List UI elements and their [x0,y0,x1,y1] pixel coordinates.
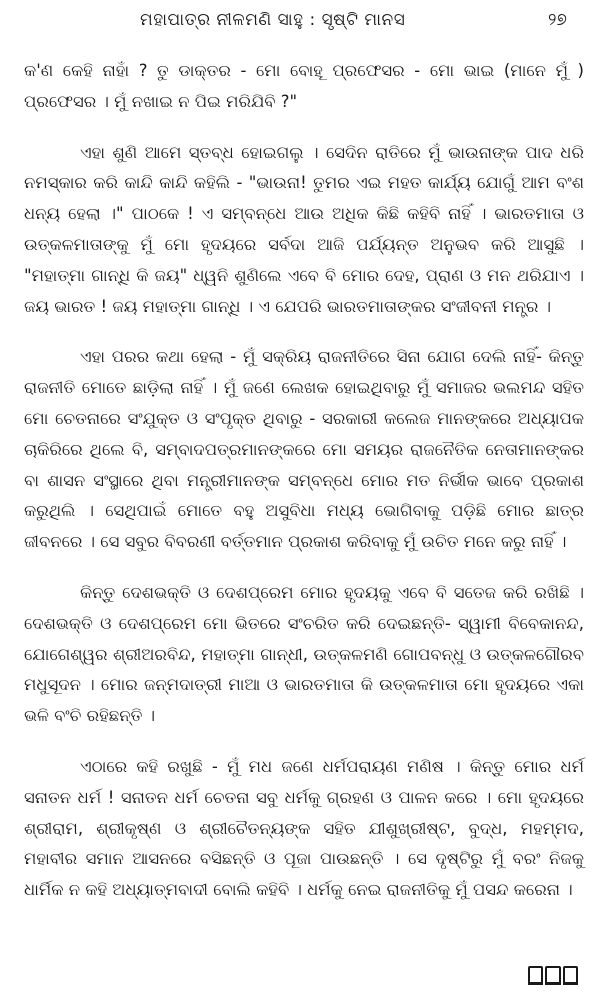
body-text [24,56,584,926]
paragraph: କ'ଣ କେହି ନାହାଁ ? ତୁ ଡାକ୍ତର - ମୋ ବୋହୂ ପ୍ରଫେସର - ମୋ ଭାଇ (ମାନେ ମୁଁ ) ପ୍ରଫେସର । ମୁଁ ନଖାଇ ନ ପିଇ ମରିଯିବି ?" [24,61,584,111]
footer-ornament-icon [528,966,578,986]
page-header [0,6,600,36]
paragraph: ଏହା ଶୁଣି ଆମେ ସ୍ତବ୍ଧ ହୋଇଗଲୁ । ସେଦିନ ରାତିରେ ମୁଁ ଭାଉନାଙ୍କ ପାଦ ଧରି ନମସ୍କାର କରି କାନ୍ଦି କାନ୍ଦି କହିଲି - "ଭାଉନା! ତୁମର ଏଇ ମହତ କାର୍ଯ୍ୟ ଯୋଗୁଁ ଆମ ବଂଶ ଧନ୍ୟ ହେଲା ।" ପାଠକେ ! ଏ ସମ୍ବନ୍ଧେ ଆଉ ଅଧିକ କିଛି କହିବି ନାହିଁ । ଭାରତମାତା ଓ ଉତ୍କଳମାତାଙ୍କୁ ମୁଁ ମୋ ହୃଦୟରେ ସର୍ବଦା ଆଜି ପର୍ଯ୍ୟନ୍ତ ଅନୁଭବ କରି ଆସୁଛି । "ମହାତ୍ମା ଗାନ୍ଧି କି ଜୟ" ଧ୍ୱନି ଶୁଣିଲେ ଏବେ ବି ମୋର ଦେହ, ପ୍ରାଣ ଓ ମନ ଥରିଯାଏ । ଜୟ ଭାରତ ! ଜୟ ମହାତ୍ମା ଗାନ୍ଧି । ଏ ଯେପରି ଭାରତମାତାଙ୍କର ସଂଜୀବନୀ ମନ୍ତ୍ର । [24,142,584,316]
ornament-block [528,966,543,985]
paragraph: ଏହା ପରର କଥା ହେଲା - ମୁଁ ସକ୍ରିୟ ରାଜନୀତିରେ ସିନା ଯୋଗ ଦେଲି ନାହିଁ- କିନ୍ତୁ ରାଜନୀତି ମୋତେ ଛାଡ଼ିଲା ନାହିଁ । ମୁଁ ଜଣେ ଲେଖକ ହୋଇଥିବାରୁ ମୁଁ ସମାଜର ଭଲମନ୍ଦ ସହିତ ମୋ ଚେତନାରେ ସଂଯୁକ୍ତ ଓ ସଂପୃକ୍ତ ଥିବାରୁ - ସରକାରୀ କଲେଜ ମାନଙ୍କରେ ଅଧ୍ୟାପକ ଚାକିରିରେ ଥିଲେ ବି, ସମ୍ବାଦପତ୍ରମାନଙ୍କରେ ମୋ ସମୟର ରାଜନୈତିକ ନେତାମାନଙ୍କର ବା ଶାସନ ସଂସ୍ଥାରେ ଥିବା ମନ୍ତ୍ରୀମାନଙ୍କ ସମ୍ବନ୍ଧେ ମୋର ମତ ନିର୍ଭୀକ ଭାବେ ପ୍ରକାଶ କରୁଥିଲି । ସେଥିପାଇଁ ମୋତେ ବହୁ ଅସୁବିଧା ମଧ୍ୟ ଭୋଗିବାକୁ ପଡ଼ିଛି ମୋର ଛାତ୍ର ଜୀବନରେ । ସେ ସବୁର ବିବରଣୀ ବର୍ତ୍ତମାନ ପ୍ରକାଶ କରିବାକୁ ମୁଁ ଉଚିତ ମନେ କରୁ ନାହିଁ । [24,347,584,552]
ornament-block [545,966,560,985]
paragraph: ଏଠାରେ କହି ରଖୁଛି - ମୁଁ ମଧ ଜଣେ ଧର୍ମପରାୟଣ ମଣିଷ । କିନ୍ତୁ ମୋର ଧର୍ମ ସନାତନ ଧର୍ମ ! ସନାତନ ଧର୍ମ ଚେତନା ସବୁ ଧର୍ମକୁ ଗ୍ରହଣ ଓ ପାଳନ କରେ । ମୋ ହୃଦୟରେ ଶ୍ରୀରାମ, ଶ୍ରୀକୃଷ୍ଣ ଓ ଶ୍ରୀଚୈତନ୍ୟଙ୍କ ସହିତ ଯୀଶୁଖ୍ରୀଷ୍ଟ, ବୁଦ୍ଧ, ମହମ୍ମଦ, ମହାବୀର ସମାନ ଆସନରେ ବସିଛନ୍ତି ଓ ପୂଜା ପାଉଛନ୍ତି । ସେ ଦୃଷ୍ଟିରୁ ମୁଁ ବରଂ ନିଜକୁ ଧାର୍ମିକ ନ କହି ଅଧ୍ୟାତ୍ମବାଦୀ ବୋଲି କହିବି । ଧର୍ମକୁ ନେଇ ରାଜନୀତିକୁ ମୁଁ ପସନ୍ଦ କରେନା । [24,756,584,900]
ornament-block [563,966,578,985]
page-number: ୨୭ [548,10,567,30]
running-title: ମହାପାତ୍ର ନୀଳମଣି ସାହୁ : ସୃଷ୍ଟି ମାନସ [140,10,406,30]
paragraph: କିନ୍ତୁ ଦେଶଭକ୍ତି ଓ ଦେଶପ୍ରେମ ମୋର ହୃଦୟକୁ ଏବେ ବି ସତେଜ କରି ରଖିଛି । ଦେଶଭକ୍ତି ଓ ଦେଶପ୍ରେମ ମୋ ଭିତରେ ସଂଚରିତ କରି ଦେଇଛନ୍ତି- ସ୍ୱାମୀ ବିବେକାନନ୍ଦ, ଯୋଗେଶ୍ୱର ଶ୍ରୀଅରବିନ୍ଦ, ମହାତ୍ମା ଗାନ୍ଧୀ, ଉତ୍କଳମଣି ଗୋପବନ୍ଧୁ ଓ ଉତ୍କଳଗୌରବ ମଧୁସୂଦନ । ମୋର ଜନ୍ମଦାତ୍ରୀ ମାଆ ଓ ଭାରତମାତା କି ଉତ୍କଳମାତା ମୋ ହୃଦୟରେ ଏକା ଭଳି ବଂଚି ରହିଛନ୍ତି । [24,582,584,726]
